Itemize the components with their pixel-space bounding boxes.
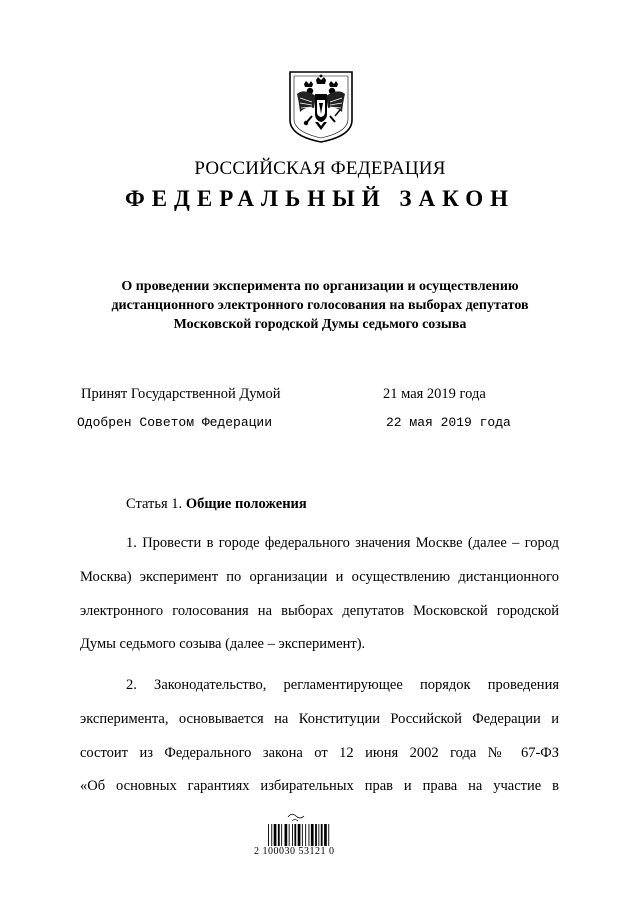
- barcode-bar: [292, 824, 293, 846]
- duma-adoption-label: Принят Государственной Думой: [81, 386, 281, 402]
- barcode-bar: [315, 824, 317, 846]
- barcode-bar: [309, 824, 310, 846]
- paragraph-line: 1. Провести в городе федерального значения Москве (далее – город: [126, 535, 559, 551]
- law-subject: [60, 277, 580, 334]
- paragraph-line: Думы седьмого созыва (далее – эксперимент).: [80, 636, 366, 652]
- barcode-bar: [324, 824, 327, 846]
- paragraph-line: состоит из Федерального закона от 12 июня 2002 года № 67-ФЗ: [80, 745, 559, 761]
- barcode-bar: [274, 824, 277, 846]
- law-subject-line: дистанционного электронного голосования на выборах депутатов: [111, 298, 529, 313]
- council-approval-date: 22 мая 2019 года: [386, 415, 511, 430]
- barcode-bar: [289, 824, 290, 846]
- barcode-bar: [321, 824, 323, 846]
- barcode-bar: [285, 824, 288, 846]
- paragraph-line: «Об основных гарантиях избирательных прав и права на участие в: [80, 778, 559, 794]
- barcode-bar: [278, 824, 280, 846]
- law-subject-line: Московской городской Думы седьмого созыва: [173, 317, 467, 332]
- coat-of-arms-emblem: [288, 70, 354, 144]
- barcode-bar: [294, 824, 296, 846]
- barcode-bar: [281, 824, 282, 846]
- barcode-number: 2 100030 53121 0: [254, 846, 335, 857]
- barcode-bar: [302, 824, 303, 846]
- paragraph-line: 2. Законодательство, регламентирующее порядок проведения: [126, 677, 559, 693]
- article-heading: [126, 496, 307, 512]
- law-subject-line: О проведении эксперимента по организации и осуществлению: [121, 279, 519, 294]
- country-name: РОССИЙСКАЯ ФЕДЕРАЦИЯ: [194, 158, 446, 179]
- paragraph-line: Москва) эксперимент по организации и осуществлению дистанционного: [80, 569, 559, 585]
- council-approval-label: Одобрен Советом Федерации: [77, 415, 273, 430]
- article-number: Статья 1.: [126, 496, 183, 512]
- barcode-bar: [298, 824, 301, 846]
- barcode-bar: [311, 824, 314, 846]
- signature-scribble: [288, 814, 304, 818]
- barcode-bar: [268, 824, 269, 846]
- barcode-bar: [328, 824, 329, 846]
- paragraph-line: электронного голосования на выборах депутатов Московской городской: [80, 603, 559, 619]
- barcode-bar: [318, 824, 319, 846]
- paragraph-line: эксперимента, основывается на Конституции Российской Федерации и: [80, 711, 559, 727]
- article-title: Общие положения: [185, 496, 307, 512]
- duma-adoption-date: 21 мая 2019 года: [383, 386, 486, 402]
- barcode-bar: [305, 824, 306, 846]
- document-title: ФЕДЕРАЛЬНЫЙ ЗАКОН: [124, 186, 516, 211]
- barcode-bar: [271, 824, 272, 846]
